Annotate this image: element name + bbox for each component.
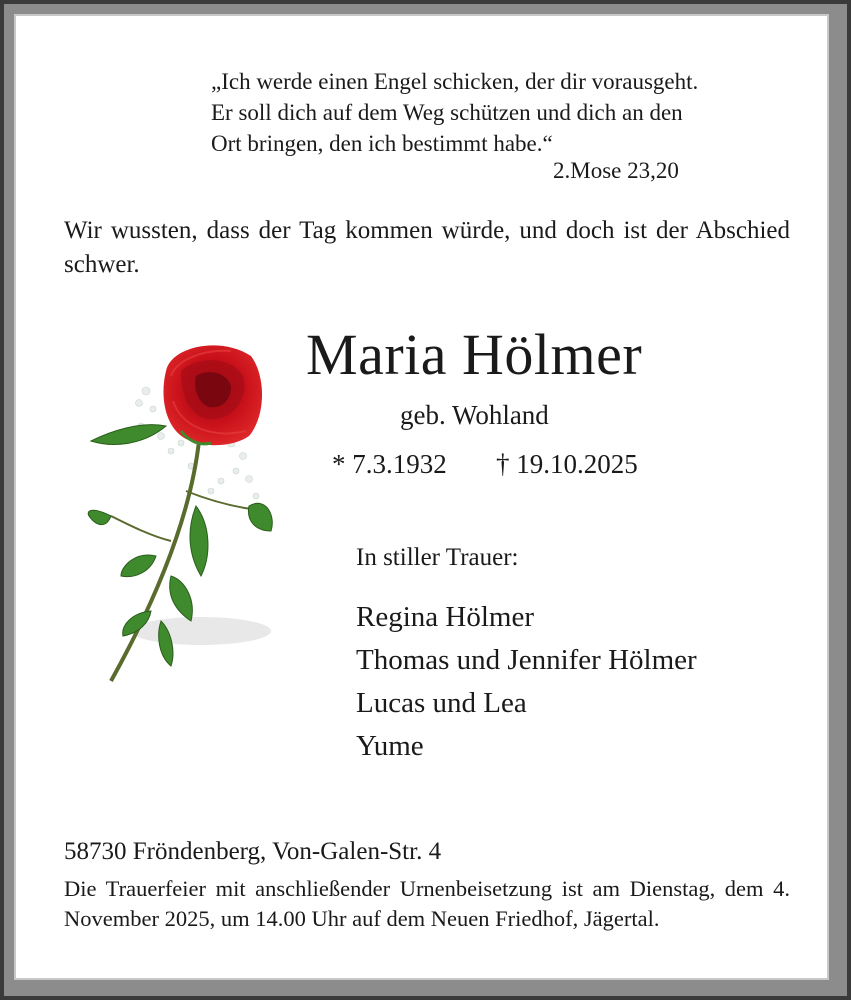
mourner-name: Thomas und Jennifer Hölmer [356,644,697,676]
mourner-name: Lucas und Lea [356,687,527,719]
red-rose-icon [71,331,281,686]
verse-reference: 2.Mose 23,20 [553,158,679,183]
notice-card [14,14,829,980]
verse-line: Er soll dich auf dem Weg schützen und dich an den [211,100,683,125]
verse-line: Ort bringen, den ich bestimmt habe.“ [211,131,553,156]
death-date: † 19.10.2025 [496,449,638,479]
service-text: Die Trauerfeier mit anschließender Urnenbeisetzung ist am Dienstag, dem 4. November 2025, um 14.00 Uhr auf dem Neuen Friedhof, Jägertal. [64,876,790,931]
maiden-name: geb. Wohland [400,400,549,430]
mourner-name: Yume [356,730,424,762]
bible-verse [211,66,698,159]
mourner-name: Regina Hölmer [356,601,534,633]
birth-date: * 7.3.1932 [332,449,447,479]
address: 58730 Fröndenberg, Von-Galen-Str. 4 [64,838,442,865]
verse-line: „Ich werde einen Engel schicken, der dir vorausgeht. [211,69,699,94]
mourning-intro: In stiller Trauer: [356,544,519,571]
deceased-name: Maria Hölmer [306,322,643,387]
mourners-list [356,596,697,768]
intro-text: Wir wussten, dass der Tag kommen würde, und doch ist der Abschied schwer. [64,217,790,278]
